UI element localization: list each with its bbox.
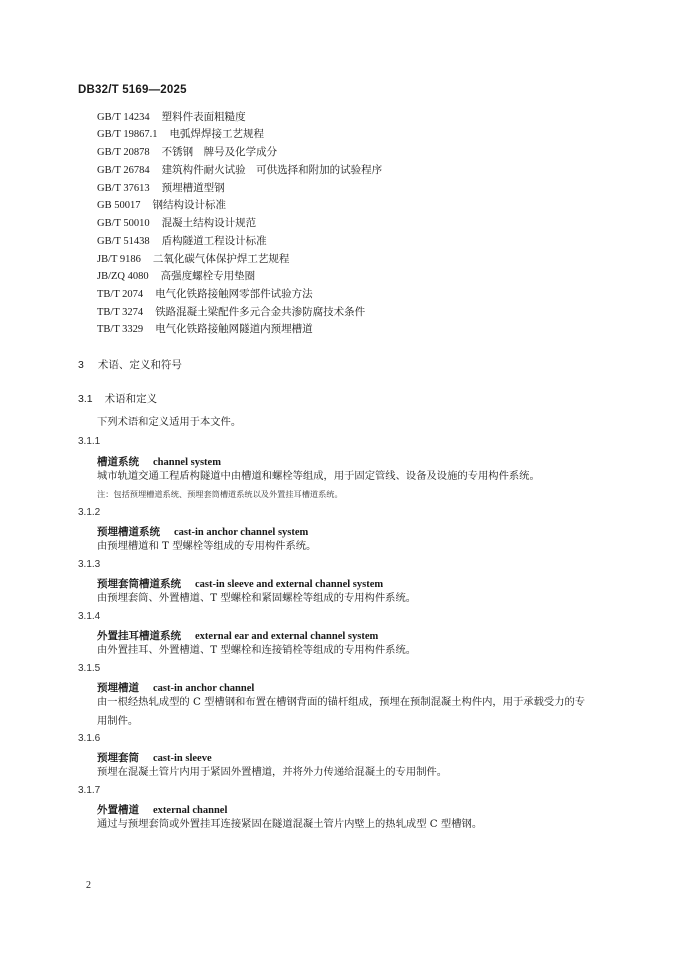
- reference-title: 塑料件表面粗糙度: [161, 112, 246, 123]
- term-en: cast-in anchor channel system: [174, 527, 309, 538]
- reference-code: GB/T 26784: [97, 165, 150, 176]
- reference-title: 预埋槽道型钢: [161, 183, 225, 194]
- term-en: external ear and external channel system: [195, 631, 379, 642]
- reference-item: [97, 182, 225, 196]
- reference-title: 电气化铁路接触网零部件试验方法: [155, 289, 313, 300]
- term-definition: 预埋在混凝土管片内用于紧固外置槽道，并将外力传递给混凝土的专用制件。: [97, 766, 448, 778]
- reference-title: 二氧化碳气体保护焊工艺规程: [152, 254, 290, 265]
- term-en: external channel: [153, 805, 228, 816]
- term-cn: 预埋套筒: [97, 752, 139, 764]
- reference-title: 混凝土结构设计规范: [161, 218, 257, 229]
- reference-code: JB/ZQ 4080: [97, 271, 149, 282]
- reference-code: TB/T 3274: [97, 307, 144, 318]
- term-definition: 由一根经热轧成型的 C 型槽钢和布置在槽钢背面的锚杆组成，预埋在预制混凝土构件内，用于承载受力的专用制件。: [97, 696, 586, 727]
- term-en: cast-in anchor channel: [153, 683, 255, 694]
- reference-code: GB/T 50010: [97, 218, 150, 229]
- reference-item: [97, 128, 264, 142]
- term-number: 3.1.2: [78, 507, 101, 518]
- reference-item: [97, 288, 313, 302]
- reference-title: 高强度螺栓专用垫圈: [160, 271, 256, 282]
- reference-title: 铁路混凝土梁配件多元合金共渗防腐技术条件: [155, 307, 366, 318]
- section-heading: [78, 357, 182, 372]
- reference-code: TB/T 3329: [97, 324, 144, 335]
- reference-title: 电弧焊焊接工艺规程: [169, 129, 264, 140]
- term-number: 3.1.4: [78, 611, 101, 622]
- term-en: channel system: [153, 457, 221, 468]
- term-en: cast-in sleeve and external channel system: [195, 579, 384, 590]
- doc-code-header: DB32/T 5169—2025: [78, 84, 187, 96]
- term-cn: 外置槽道: [97, 804, 139, 816]
- reference-item: [97, 270, 255, 284]
- reference-code: GB/T 14234: [97, 112, 150, 123]
- reference-item: [97, 199, 226, 213]
- subsection-heading: [78, 391, 157, 406]
- reference-item: [97, 306, 365, 320]
- term-cn: 外置挂耳槽道系统: [97, 630, 181, 642]
- reference-item: [97, 111, 246, 125]
- term-definition: 由外置挂耳、外置槽道、T 型螺栓和连接销栓等组成的专用构件系统。: [97, 644, 417, 656]
- reference-title: 建筑构件耐火试验 可供选择和附加的试验程序: [161, 165, 383, 176]
- term-cn: 预埋槽道系统: [97, 526, 160, 538]
- reference-title: 盾构隧道工程设计标准: [161, 236, 267, 247]
- subsection-title: 术语和定义: [104, 393, 158, 405]
- term-definition: 城市轨道交通工程盾构隧道中由槽道和螺栓等组成，用于固定管线、设备及设施的专用构件系统。: [97, 470, 540, 482]
- reference-code: JB/T 9186: [97, 254, 141, 265]
- term-en: cast-in sleeve: [153, 753, 212, 764]
- reference-code: GB/T 37613: [97, 183, 150, 194]
- term-cn: 预埋套筒槽道系统: [97, 578, 181, 590]
- term-note: 注：包括预埋槽道系统、预埋套筒槽道系统以及外置挂耳槽道系统。: [97, 489, 343, 499]
- page-number: 2: [86, 880, 91, 891]
- subsection-number: 3.1: [78, 393, 93, 405]
- reference-code: GB/T 51438: [97, 236, 150, 247]
- term-definition: 由预埋槽道和 T 型螺栓等组成的专用构件系统。: [97, 540, 317, 552]
- reference-code: GB/T 20878: [97, 147, 150, 158]
- reference-code: TB/T 2074: [97, 289, 144, 300]
- reference-title: 电气化铁路接触网隧道内预埋槽道: [155, 324, 313, 335]
- reference-item: [97, 164, 382, 178]
- reference-item: [97, 235, 267, 249]
- term-cn: 预埋槽道: [97, 682, 139, 694]
- reference-item: [97, 253, 289, 267]
- term-definition: 通过与预埋套筒或外置挂耳连接紧固在隧道混凝土管片内壁上的热轧成型 C 型槽钢。: [97, 818, 483, 830]
- intro-paragraph: 下列术语和定义适用于本文件。: [97, 416, 242, 428]
- reference-title: 钢结构设计标准: [152, 200, 226, 211]
- term-number: 3.1.1: [78, 436, 101, 447]
- term-cn: 槽道系统: [97, 456, 139, 468]
- reference-code: GB/T 19867.1: [97, 129, 158, 140]
- reference-item: [97, 217, 256, 231]
- reference-code: GB 50017: [97, 200, 141, 211]
- section-title: 术语、定义和符号: [97, 359, 182, 371]
- term-definition: 由预埋套筒、外置槽道、T 型螺栓和紧固螺栓等组成的专用构件系统。: [97, 592, 417, 604]
- reference-title: 不锈钢 牌号及化学成分: [161, 147, 278, 158]
- term-number: 3.1.5: [78, 663, 101, 674]
- term-number: 3.1.6: [78, 733, 101, 744]
- reference-item: [97, 323, 313, 337]
- term-number: 3.1.7: [78, 785, 101, 796]
- section-number: 3: [78, 359, 84, 371]
- term-number: 3.1.3: [78, 559, 101, 570]
- reference-item: [97, 146, 277, 160]
